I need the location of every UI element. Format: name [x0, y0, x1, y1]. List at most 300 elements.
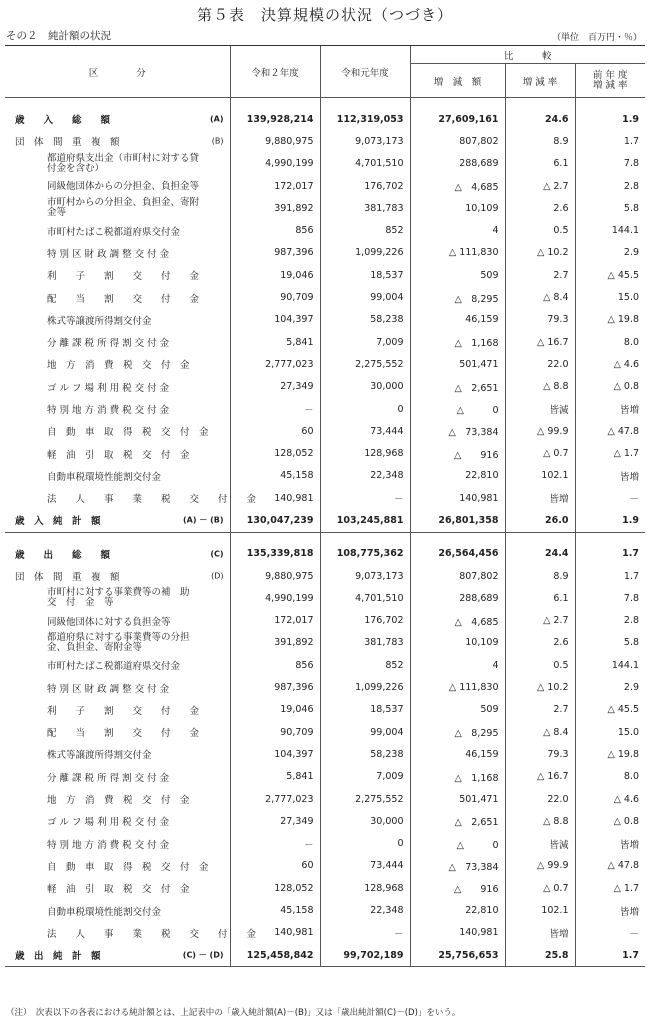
cell-prev: － [575, 922, 645, 944]
cell-diff: 46,159 [410, 743, 505, 765]
cell-prev: 皆増 [575, 833, 645, 855]
cell-r1: 22,348 [320, 899, 410, 921]
cell-r1: 7,009 [320, 766, 410, 788]
cell-rate: 79.3 [505, 309, 575, 331]
row-label [5, 309, 230, 331]
cell-r2: 90,709 [230, 721, 320, 743]
row-label [5, 286, 230, 308]
header-prev-rate: 前 年 度 増 減 率 [575, 64, 645, 98]
row-label-text: 配 当 割 交 付 金 [47, 728, 200, 740]
cell-diff: 501,471 [410, 788, 505, 810]
cell-r2: 128,052 [230, 877, 320, 899]
cell-prev: 15.0 [575, 286, 645, 308]
table-row [5, 398, 645, 420]
cell-diff: △ 916 [410, 442, 505, 464]
cell-prev: 1.9 [575, 509, 645, 532]
net-amount-table [5, 45, 645, 967]
row-mark: (C) － (D) [182, 950, 224, 960]
row-label [5, 899, 230, 921]
table-row [5, 877, 645, 899]
row-mark: (B) [211, 136, 224, 146]
row-label [5, 465, 230, 487]
table-row [5, 353, 645, 375]
cell-r1: 73,444 [320, 855, 410, 877]
table-row [5, 264, 645, 286]
cell-diff: △ 2,651 [410, 376, 505, 398]
expense-section [5, 532, 645, 967]
row-label [5, 398, 230, 420]
row-label-text: 同級他団体に対する負担金等 [47, 616, 171, 628]
row-label [5, 587, 230, 609]
cell-r1: － [320, 487, 410, 509]
cell-diff: △ 0 [410, 398, 505, 420]
cell-r1: 30,000 [320, 376, 410, 398]
row-label-text: 歳 出 純 計 額 [15, 951, 101, 963]
cell-prev: 1.7 [575, 130, 645, 152]
row-label [5, 442, 230, 464]
cell-prev: △ 19.8 [575, 743, 645, 765]
cell-r2: 27,349 [230, 810, 320, 832]
cell-r1: 128,968 [320, 442, 410, 464]
row-label-text: 団 体 間 重 複 額 [15, 572, 120, 584]
table-row [5, 175, 645, 197]
cell-r1: 4,701,510 [320, 587, 410, 609]
row-label [5, 699, 230, 721]
row-label [5, 676, 230, 698]
row-label [5, 543, 230, 565]
cell-diff: 509 [410, 699, 505, 721]
row-label [5, 376, 230, 398]
cell-diff: △ 111,830 [410, 676, 505, 698]
row-label-text: 軽 油 引 取 税 交 付 金 [47, 884, 190, 896]
cell-diff: △ 1,168 [410, 331, 505, 353]
cell-r2: 19,046 [230, 699, 320, 721]
cell-rate: 0.5 [505, 654, 575, 676]
cell-r1: 176,702 [320, 610, 410, 632]
cell-r2: 9,880,975 [230, 130, 320, 152]
cell-r2: 856 [230, 654, 320, 676]
cell-diff: 4 [410, 654, 505, 676]
cell-prev: 5.8 [575, 197, 645, 219]
row-label [5, 654, 230, 676]
table-row [5, 219, 645, 241]
table-row [5, 810, 645, 832]
row-label [5, 487, 257, 509]
cell-rate: 79.3 [505, 743, 575, 765]
row-label [5, 855, 230, 877]
section-subtitle: その２ 純計額の状況 [6, 30, 111, 42]
cell-diff: 22,810 [410, 465, 505, 487]
cell-diff: 22,810 [410, 899, 505, 921]
cell-rate: △ 16.7 [505, 331, 575, 353]
table-row [5, 331, 645, 353]
cell-rate: △ 10.2 [505, 242, 575, 264]
row-label [5, 788, 230, 810]
cell-r1: 22,348 [320, 465, 410, 487]
cell-r1: 9,073,173 [320, 130, 410, 152]
row-label [5, 743, 230, 765]
row-label-text: 分 離 課 税 所 得 割 交 付 金 [47, 338, 170, 350]
row-label-text: 歳 入 総 額 [15, 115, 111, 127]
cell-prev: 皆増 [575, 899, 645, 921]
row-label-text: 自 動 車 取 得 税 交 付 金 [47, 427, 209, 439]
table-row [5, 899, 645, 921]
cell-rate: △ 2.7 [505, 175, 575, 197]
cell-r1: 108,775,362 [320, 543, 410, 565]
header-diff: 増 減 額 [410, 64, 505, 98]
cell-r2: 90,709 [230, 286, 320, 308]
row-label-text: ゴ ル フ 場 利 用 税 交 付 金 [47, 382, 170, 394]
row-label [5, 175, 230, 197]
table-row [5, 699, 645, 721]
cell-rate: △ 8.4 [505, 721, 575, 743]
table-row [5, 442, 645, 464]
row-mark: (A) [209, 114, 224, 124]
cell-r1: 103,245,881 [320, 509, 410, 532]
cell-r2: 4,990,199 [230, 153, 320, 175]
table-row [5, 855, 645, 877]
cell-prev: △ 4.6 [575, 353, 645, 375]
cell-rate: 24.6 [505, 108, 575, 130]
row-label [5, 353, 230, 375]
cell-r2: 60 [230, 420, 320, 442]
row-label-text: 株式等譲渡所得割交付金 [47, 750, 152, 762]
table-row [5, 766, 645, 788]
spacer-row [5, 98, 645, 109]
table-row [5, 721, 645, 743]
table-row [5, 286, 645, 308]
cell-r2: 45,158 [230, 899, 320, 921]
cell-r1: 18,537 [320, 264, 410, 286]
row-label-text: 地 方 消 費 税 交 付 金 [47, 795, 190, 807]
cell-diff: 25,756,653 [410, 944, 505, 967]
cell-r2: 2,777,023 [230, 788, 320, 810]
cell-r1: 18,537 [320, 699, 410, 721]
cell-r2: 2,777,023 [230, 353, 320, 375]
row-label [5, 108, 230, 130]
table-row [5, 654, 645, 676]
row-label [5, 877, 230, 899]
cell-prev: △ 4.6 [575, 788, 645, 810]
cell-r1: 2,275,552 [320, 788, 410, 810]
cell-r1: 852 [320, 219, 410, 241]
cell-r1: 7,009 [320, 331, 410, 353]
cell-diff: 140,981 [410, 922, 505, 944]
cell-r1: 30,000 [320, 810, 410, 832]
cell-r2: 9,880,975 [230, 565, 320, 587]
cell-r1: 852 [320, 654, 410, 676]
row-label-text: 軽 油 引 取 税 交 付 金 [47, 449, 190, 461]
cell-r2: 987,396 [230, 676, 320, 698]
cell-r1: 1,099,226 [320, 242, 410, 264]
cell-r2: 45,158 [230, 465, 320, 487]
cell-r1: 0 [320, 833, 410, 855]
cell-prev: 2.9 [575, 242, 645, 264]
table-row [5, 197, 645, 219]
table-row [5, 922, 645, 944]
table-row [5, 587, 645, 609]
cell-r1: 73,444 [320, 420, 410, 442]
cell-prev: 144.1 [575, 654, 645, 676]
cell-prev: 1.9 [575, 108, 645, 130]
row-label [5, 331, 230, 353]
cell-rate: △ 99.9 [505, 855, 575, 877]
cell-r2: 104,397 [230, 309, 320, 331]
cell-rate: 皆減 [505, 833, 575, 855]
row-label-text: 市町村たばこ税都道府県交付金 [47, 226, 181, 238]
cell-diff: △ 8,295 [410, 286, 505, 308]
cell-diff: 26,564,456 [410, 543, 505, 565]
cell-r2: 856 [230, 219, 320, 241]
footnote: （注） 次表以下の各表における純計額とは、上記表中の「歳入純計額(A)－(B)」又は「歳出純計額(C)－(D)」をいう。 [6, 1008, 461, 1018]
cell-prev: 5.8 [575, 632, 645, 654]
cell-prev: △ 0.8 [575, 810, 645, 832]
row-label [5, 264, 230, 286]
cell-prev: 1.7 [575, 543, 645, 565]
table-row [5, 543, 645, 565]
row-label-text: 市町村からの分担金、負担金、寄附金等 [47, 197, 200, 219]
cell-rate: 2.7 [505, 264, 575, 286]
cell-rate: 102.1 [505, 465, 575, 487]
row-label-text: 市町村たばこ税都道府県交付金 [47, 661, 181, 673]
table-row [5, 130, 645, 152]
cell-diff: △ 1,168 [410, 766, 505, 788]
cell-rate: △ 99.9 [505, 420, 575, 442]
row-label-text: 利 子 割 交 付 金 [47, 271, 200, 283]
row-label [5, 197, 230, 219]
revenue-section [5, 98, 645, 533]
cell-prev: 1.7 [575, 944, 645, 967]
row-label [5, 810, 230, 832]
cell-r2: 125,458,842 [230, 944, 320, 967]
cell-r1: 381,783 [320, 632, 410, 654]
cell-prev: △ 1.7 [575, 442, 645, 464]
cell-rate: △ 16.7 [505, 766, 575, 788]
cell-rate: △ 2.7 [505, 610, 575, 632]
cell-r1: 4,701,510 [320, 153, 410, 175]
row-label-text: 歳 出 総 額 [15, 549, 111, 561]
row-label-text: 株式等譲渡所得割交付金 [47, 315, 152, 327]
cell-prev: △ 47.8 [575, 855, 645, 877]
cell-rate: 25.8 [505, 944, 575, 967]
table-row [5, 676, 645, 698]
cell-r2: 140,981 [230, 487, 320, 509]
table-row [5, 788, 645, 810]
cell-rate: 8.9 [505, 565, 575, 587]
cell-r1: 9,073,173 [320, 565, 410, 587]
cell-rate: 皆増 [505, 487, 575, 509]
cell-diff: 807,802 [410, 565, 505, 587]
table-row [5, 743, 645, 765]
cell-diff: △ 73,384 [410, 855, 505, 877]
cell-rate: △ 0.7 [505, 442, 575, 464]
cell-prev: 8.0 [575, 766, 645, 788]
row-label-text: ゴ ル フ 場 利 用 税 交 付 金 [47, 817, 170, 829]
cell-r1: 128,968 [320, 877, 410, 899]
cell-rate: 2.6 [505, 632, 575, 654]
row-label-text: 分 離 課 税 所 得 割 交 付 金 [47, 772, 170, 784]
cell-r2: 4,990,199 [230, 587, 320, 609]
row-mark: (C) [210, 549, 224, 559]
cell-r2: 172,017 [230, 610, 320, 632]
header-category: 区 分 [5, 46, 230, 98]
cell-r2: 19,046 [230, 264, 320, 286]
cell-rate: 2.6 [505, 197, 575, 219]
cell-diff: △ 111,830 [410, 242, 505, 264]
table-row [5, 632, 645, 654]
cell-r1: 1,099,226 [320, 676, 410, 698]
cell-diff: △ 8,295 [410, 721, 505, 743]
cell-r2: 139,928,214 [230, 108, 320, 130]
cell-rate: 22.0 [505, 788, 575, 810]
spacer-row [5, 532, 645, 543]
cell-prev: 1.7 [575, 565, 645, 587]
cell-r1: 99,702,189 [320, 944, 410, 967]
cell-diff: 807,802 [410, 130, 505, 152]
cell-prev: △ 45.5 [575, 264, 645, 286]
cell-diff: △ 0 [410, 833, 505, 855]
cell-prev: 2.9 [575, 676, 645, 698]
cell-r1: 381,783 [320, 197, 410, 219]
row-label-text: 法 人 事 業 税 交 付 金 [47, 928, 257, 940]
cell-r2: 391,892 [230, 197, 320, 219]
cell-diff: 26,801,358 [410, 509, 505, 532]
cell-diff: 288,689 [410, 153, 505, 175]
row-label [5, 242, 230, 264]
row-label [5, 219, 230, 241]
cell-r1: 99,004 [320, 286, 410, 308]
cell-prev: 2.8 [575, 175, 645, 197]
cell-prev: △ 45.5 [575, 699, 645, 721]
table-row [5, 833, 645, 855]
row-label-text: 地 方 消 費 税 交 付 金 [47, 360, 190, 372]
cell-prev: △ 47.8 [575, 420, 645, 442]
table-row [5, 487, 645, 509]
cell-rate: △ 8.8 [505, 376, 575, 398]
row-label-text: 利 子 割 交 付 金 [47, 705, 200, 717]
cell-rate: 26.0 [505, 509, 575, 532]
cell-diff: 4 [410, 219, 505, 241]
row-label-text: 自動車税環境性能割交付金 [47, 906, 162, 918]
table-row [5, 944, 645, 967]
cell-rate: 8.9 [505, 130, 575, 152]
cell-diff: 140,981 [410, 487, 505, 509]
cell-r1: 176,702 [320, 175, 410, 197]
cell-prev: 皆増 [575, 465, 645, 487]
cell-diff: 46,159 [410, 309, 505, 331]
cell-rate: △ 10.2 [505, 676, 575, 698]
table-row [5, 242, 645, 264]
cell-rate: 24.4 [505, 543, 575, 565]
cell-r1: 112,319,053 [320, 108, 410, 130]
cell-r1: 99,004 [320, 721, 410, 743]
cell-diff: 288,689 [410, 587, 505, 609]
cell-diff: 501,471 [410, 353, 505, 375]
row-label [5, 721, 230, 743]
table-row [5, 509, 645, 532]
cell-rate: △ 0.7 [505, 877, 575, 899]
row-label-text: 特 別 区 財 政 調 整 交 付 金 [47, 683, 170, 695]
cell-r2: 172,017 [230, 175, 320, 197]
cell-rate: 6.1 [505, 587, 575, 609]
table-row [5, 610, 645, 632]
row-label [5, 766, 230, 788]
cell-prev: △ 0.8 [575, 376, 645, 398]
row-label-text: 特 別 地 方 消 費 税 交 付 金 [47, 405, 170, 416]
row-label-text: 都道府県支出金（市町村に対する貸付金を含む） [47, 152, 200, 174]
header-compare: 比 較 [410, 46, 645, 64]
cell-r2: 5,841 [230, 331, 320, 353]
cell-r1: 58,238 [320, 743, 410, 765]
row-label [5, 944, 230, 967]
row-mark: (A) － (B) [183, 515, 224, 525]
cell-r2: 987,396 [230, 242, 320, 264]
cell-diff: 27,609,161 [410, 108, 505, 130]
table-row [5, 108, 645, 130]
cell-diff: 10,109 [410, 197, 505, 219]
cell-r2: 391,892 [230, 632, 320, 654]
row-label [5, 509, 230, 532]
row-label-text: 特 別 地 方 消 費 税 交 付 金 [47, 839, 170, 851]
cell-prev: 2.8 [575, 610, 645, 632]
row-label [5, 833, 230, 855]
cell-diff: 509 [410, 264, 505, 286]
row-label-text: 同級他団体からの分担金、負担金等 [47, 180, 200, 192]
cell-prev: 7.8 [575, 153, 645, 175]
unit-label: （単位 百万円・％） [551, 33, 642, 43]
header-r2: 令和２年度 [230, 46, 320, 98]
row-label [5, 420, 230, 442]
row-label-text: 歳 入 純 計 額 [15, 516, 101, 528]
row-label [5, 130, 230, 152]
table-row [5, 420, 645, 442]
cell-r2: 27,349 [230, 376, 320, 398]
cell-r1: 58,238 [320, 309, 410, 331]
cell-prev: － [575, 487, 645, 509]
row-label-text: 法 人 事 業 税 交 付 金 [47, 494, 257, 506]
cell-rate: 皆増 [505, 922, 575, 944]
row-label-text: 都道府県に対する事業費等の分担金、負担金、寄附金等 [47, 631, 190, 653]
cell-r1: 0 [320, 398, 410, 420]
row-label [5, 153, 230, 175]
row-label-text: 配 当 割 交 付 金 [47, 293, 200, 305]
table-row [5, 376, 645, 398]
cell-r2: 140,981 [230, 922, 320, 944]
table-row [5, 565, 645, 587]
cell-r2: 104,397 [230, 743, 320, 765]
cell-r2: 135,339,818 [230, 543, 320, 565]
table-row [5, 465, 645, 487]
row-label-text: 市町村に対する事業費等の補 助 交 付 金 等 [47, 587, 200, 609]
cell-r2: 60 [230, 855, 320, 877]
table-row [5, 153, 645, 175]
row-label-text: 特 別 区 財 政 調 整 交 付 金 [47, 248, 170, 260]
cell-prev: 7.8 [575, 587, 645, 609]
cell-rate: 22.0 [505, 353, 575, 375]
page-title: 第５表 決算規模の状況（つづき） [196, 6, 453, 24]
cell-diff: △ 4,685 [410, 175, 505, 197]
cell-prev: 皆増 [575, 398, 645, 420]
cell-r2: － [230, 833, 320, 855]
cell-r1: － [320, 922, 410, 944]
cell-prev: 144.1 [575, 219, 645, 241]
cell-r2: 130,047,239 [230, 509, 320, 532]
cell-rate: △ 8.4 [505, 286, 575, 308]
cell-rate: 0.5 [505, 219, 575, 241]
row-mark: (D) [211, 571, 224, 581]
cell-diff: 10,109 [410, 632, 505, 654]
cell-prev: 15.0 [575, 721, 645, 743]
